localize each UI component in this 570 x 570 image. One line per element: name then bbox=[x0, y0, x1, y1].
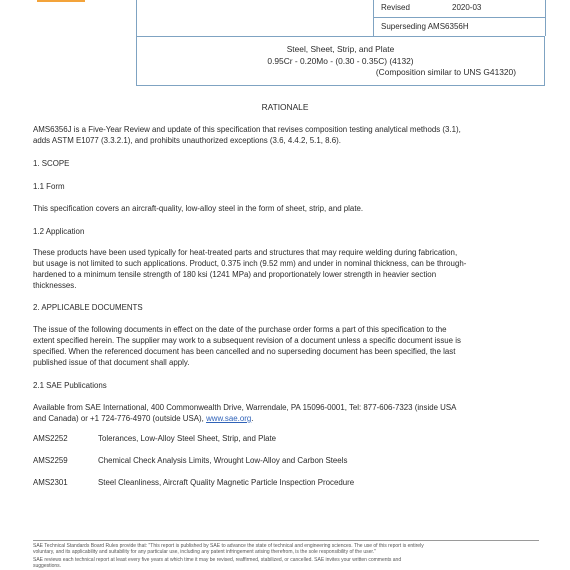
superseding-note: Superseding AMS6356H bbox=[381, 22, 469, 31]
doc-code: AMS2301 bbox=[33, 478, 68, 487]
footer-rule bbox=[33, 540, 539, 541]
application-text: but usage is not limited to such applications. Product, 0.375 inch (9.52 mm) and under in nominal thickness, can be through- bbox=[33, 259, 467, 268]
header-rule bbox=[136, 0, 137, 36]
sae-website-link[interactable]: www.sae.org bbox=[206, 414, 252, 423]
doc-title-entry: Tolerances, Low-Alloy Steel Sheet, Strip, and Plate bbox=[98, 434, 277, 443]
availability-text-part: . bbox=[251, 414, 254, 423]
form-text: This specification covers an aircraft-quality, low-alloy steel in the form of sheet, strip, and plate. bbox=[33, 204, 364, 213]
footer-text: SAE Technical Standards Board Rules provide that: "This report is published by SAE to advance the state of technical and engineering sciences. The use of this report is entirely bbox=[33, 543, 424, 549]
header-rule bbox=[373, 17, 545, 18]
rationale-heading: RATIONALE bbox=[261, 102, 309, 112]
doc-title-entry: Steel Cleanliness, Aircraft Quality Magnetic Particle Inspection Procedure bbox=[98, 478, 355, 487]
footer-text: SAE reviews each technical report at least every five years at which time it may be revised, reaffirmed, stabilized, or cancelled. SAE invites your written comments and bbox=[33, 557, 402, 563]
subsection-heading-application: 1.2 Application bbox=[33, 227, 85, 236]
doc-composition: 0.95Cr - 0.20Mo - (0.30 - 0.35C) (4132) bbox=[267, 56, 414, 66]
applicable-text: extent specified herein. The supplier may work to a subsequent revision of a document unless a specific document issue is bbox=[33, 336, 461, 345]
header-rule bbox=[545, 0, 546, 36]
applicable-text: published issue of that document shall apply. bbox=[33, 358, 190, 367]
revised-date: 2020-03 bbox=[452, 3, 482, 12]
section-heading-scope: 1. SCOPE bbox=[33, 159, 70, 168]
footer-text: suggestions. bbox=[33, 563, 62, 569]
revised-label: Revised bbox=[381, 3, 410, 12]
doc-title: Steel, Sheet, Strip, and Plate bbox=[286, 44, 395, 54]
rationale-text: adds ASTM E1077 (3.3.2.1), and prohibits unauthorized exceptions (3.6, 4.4.2, 5.1, 8.6). bbox=[33, 136, 341, 145]
footer-text: voluntary, and its applicability and suitability for any particular use, including any patent infringement arising therefrom, is the sole responsibility of the user." bbox=[33, 549, 376, 555]
application-text: These products have been used typically for heat-treated parts and structures that may require welding during fabrication, bbox=[33, 248, 458, 257]
subsection-heading-sae: 2.1 SAE Publications bbox=[33, 381, 107, 390]
doc-code: AMS2252 bbox=[33, 434, 68, 443]
rationale-text: AMS6356J is a Five-Year Review and update of this specification that revises composition testing analytical methods (3.1), bbox=[33, 125, 461, 134]
header-rule bbox=[373, 0, 374, 36]
subsection-heading-form: 1.1 Form bbox=[33, 182, 65, 191]
applicable-text: specified. When the referenced document has been cancelled and no superseding document has been specified, the last bbox=[33, 347, 456, 356]
availability-text bbox=[33, 413, 253, 424]
doc-title-entry: Chemical Check Analysis Limits, Wrought Low-Alloy and Carbon Steels bbox=[98, 456, 348, 465]
doc-uns-note: (Composition similar to UNS G41320) bbox=[375, 67, 516, 77]
application-text: hardened to a minimum tensile strength of 180 ksi (1241 MPa) and proportionately lower strength in heavier section bbox=[33, 270, 437, 279]
availability-text-part: and Canada) or +1 724-776-4970 (outside USA), bbox=[33, 414, 207, 423]
section-heading-applicable-documents: 2. APPLICABLE DOCUMENTS bbox=[33, 303, 143, 312]
doc-code: AMS2259 bbox=[33, 456, 68, 465]
logo-accent-bar bbox=[37, 0, 85, 2]
availability-text: Available from SAE International, 400 Commonwealth Drive, Warrendale, PA 15096-0001, Tel: 877-606-7323 (inside USA bbox=[33, 403, 457, 412]
application-text: thicknesses. bbox=[33, 281, 77, 290]
applicable-text: The issue of the following documents in effect on the date of the purchase order forms a part of this specification to the bbox=[33, 325, 447, 334]
